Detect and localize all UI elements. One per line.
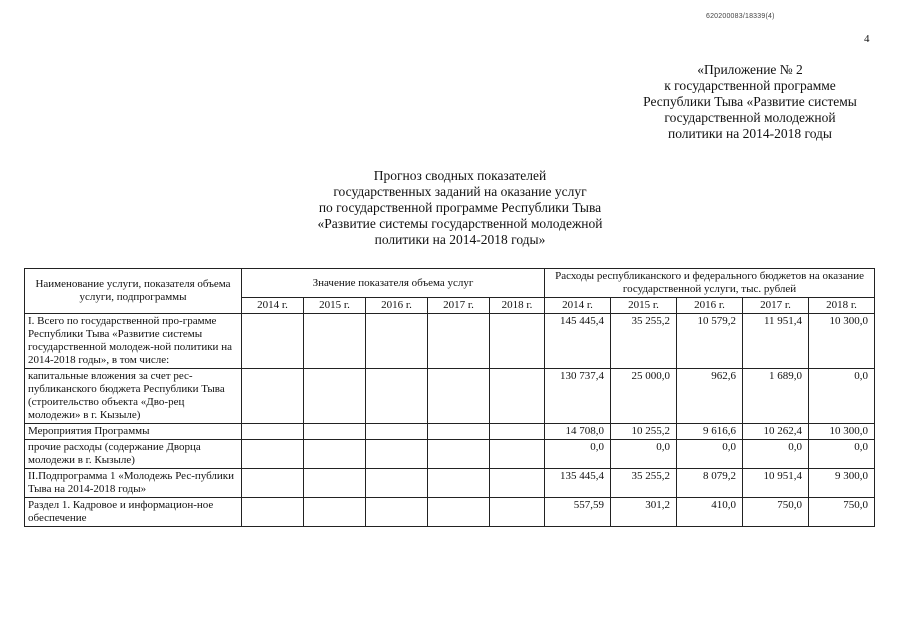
value-cell (304, 469, 366, 498)
appendix-line: к государственной программе (664, 78, 836, 93)
value-cell (242, 314, 304, 369)
expense-cell: 10 300,0 (809, 424, 875, 440)
expense-cell: 25 000,0 (611, 369, 677, 424)
expense-cell: 962,6 (677, 369, 743, 424)
row-name-cell: II.Подпрограмма 1 «Молодежь Рес-публики Тыва на 2014-2018 годы» (25, 469, 242, 498)
expense-cell: 35 255,2 (611, 469, 677, 498)
title-line: государственных заданий на оказание услуг (333, 184, 587, 199)
year-header: 2014 г. (242, 298, 304, 314)
expense-cell: 145 445,4 (545, 314, 611, 369)
table-row (25, 440, 875, 469)
value-cell (304, 369, 366, 424)
document-title (250, 168, 670, 248)
expense-cell: 10 951,4 (743, 469, 809, 498)
expense-cell: 750,0 (809, 498, 875, 527)
year-header: 2018 г. (809, 298, 875, 314)
header-values-cell: Значение показателя объема услуг (242, 269, 545, 298)
document-number: 620200083/18339(4) (706, 13, 775, 20)
value-cell (428, 314, 490, 369)
expense-cell: 135 445,4 (545, 469, 611, 498)
expense-cell: 0,0 (545, 440, 611, 469)
year-header: 2015 г. (611, 298, 677, 314)
expense-cell: 8 079,2 (677, 469, 743, 498)
year-header: 2015 г. (304, 298, 366, 314)
value-cell (428, 424, 490, 440)
value-cell (242, 369, 304, 424)
table-body (25, 314, 875, 527)
row-name-cell: Раздел 1. Кадровое и информацион-ное обеспечение (25, 498, 242, 527)
title-line: «Развитие системы государственной молодежной (317, 216, 603, 231)
appendix-heading (610, 62, 890, 142)
expense-cell: 10 262,4 (743, 424, 809, 440)
expense-cell: 0,0 (611, 440, 677, 469)
value-cell (490, 369, 545, 424)
row-name-cell: прочие расходы (содержание Дворца молодежи в г. Кызыле) (25, 440, 242, 469)
value-cell (366, 314, 428, 369)
header-expenses-cell: Расходы республиканского и федерального бюджетов на оказание государственной услуги, тыс. рублей (545, 269, 875, 298)
appendix-line: политики на 2014-2018 годы (667, 126, 832, 141)
value-cell (490, 440, 545, 469)
value-cell (242, 424, 304, 440)
value-cell (428, 369, 490, 424)
header-name-cell: Наименование услуги, показателя объема услуги, подпрограммы (25, 269, 242, 314)
value-cell (490, 469, 545, 498)
value-cell (428, 469, 490, 498)
row-name-cell: Мероприятия Программы (25, 424, 242, 440)
value-cell (304, 498, 366, 527)
title-line: Прогноз сводных показателей (373, 168, 547, 183)
table-row (25, 314, 875, 369)
expense-cell: 14 708,0 (545, 424, 611, 440)
expense-cell: 0,0 (809, 369, 875, 424)
table-row (25, 424, 875, 440)
expense-cell: 10 255,2 (611, 424, 677, 440)
expense-cell: 0,0 (809, 440, 875, 469)
year-header: 2018 г. (490, 298, 545, 314)
expense-cell: 557,59 (545, 498, 611, 527)
expense-cell: 1 689,0 (743, 369, 809, 424)
value-cell (428, 498, 490, 527)
value-cell (366, 498, 428, 527)
row-name-cell: I. Всего по государственной про-грамме Республики Тыва «Развитие системы государственной молодеж-ной политики на 2014-2018 годы», в том числе: (25, 314, 242, 369)
expense-cell: 130 737,4 (545, 369, 611, 424)
table-row (25, 469, 875, 498)
title-line: по государственной программе Республики Тыва (318, 200, 602, 215)
year-header: 2016 г. (366, 298, 428, 314)
value-cell (366, 469, 428, 498)
title-line: политики на 2014-2018 годы» (374, 232, 546, 247)
expense-cell: 0,0 (677, 440, 743, 469)
value-cell (304, 314, 366, 369)
indicators-table (24, 268, 875, 527)
year-header: 2016 г. (677, 298, 743, 314)
expense-cell: 10 579,2 (677, 314, 743, 369)
value-cell (490, 314, 545, 369)
expense-cell: 35 255,2 (611, 314, 677, 369)
value-cell (366, 369, 428, 424)
row-name-cell: капитальные вложения за счет рес-публиканского бюджета Республики Тыва (строительство объекта «Дво-рец молодежи» в г. Кызыле) (25, 369, 242, 424)
expense-cell: 10 300,0 (809, 314, 875, 369)
expense-cell: 301,2 (611, 498, 677, 527)
value-cell (490, 424, 545, 440)
year-header: 2014 г. (545, 298, 611, 314)
value-cell (304, 440, 366, 469)
expense-cell: 750,0 (743, 498, 809, 527)
value-cell (304, 424, 366, 440)
expense-cell: 0,0 (743, 440, 809, 469)
appendix-line: Республики Тыва «Развитие системы (643, 94, 857, 109)
appendix-line: государственной молодежной (664, 110, 836, 125)
value-cell (242, 440, 304, 469)
page-number: 4 (864, 33, 870, 45)
table-row (25, 498, 875, 527)
appendix-line: «Приложение № 2 (697, 62, 803, 77)
value-cell (366, 440, 428, 469)
expense-cell: 11 951,4 (743, 314, 809, 369)
header-row (25, 269, 875, 298)
value-cell (242, 498, 304, 527)
table-row (25, 369, 875, 424)
value-cell (242, 469, 304, 498)
value-cell (366, 424, 428, 440)
expense-cell: 9 616,6 (677, 424, 743, 440)
value-cell (490, 498, 545, 527)
expense-cell: 410,0 (677, 498, 743, 527)
value-cell (428, 440, 490, 469)
expense-cell: 9 300,0 (809, 469, 875, 498)
year-header: 2017 г. (743, 298, 809, 314)
year-header: 2017 г. (428, 298, 490, 314)
